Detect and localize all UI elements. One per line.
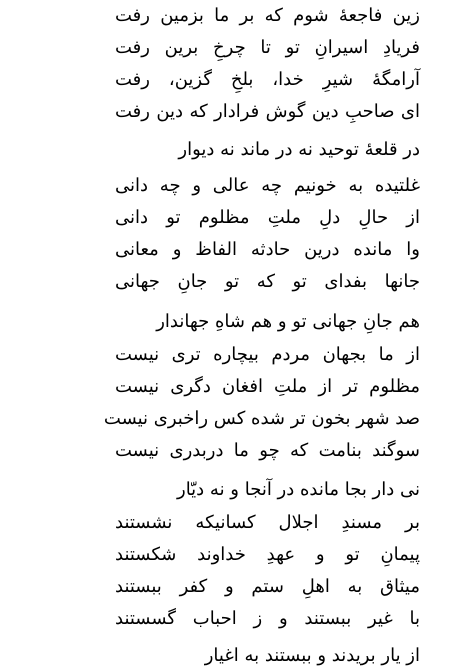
verse-line: زین فاجعهٔ شوم که بر ما بزمین رفت <box>115 5 420 26</box>
verse-line: مظلوم تر از ملتِ افغان دگری نیست <box>115 376 420 397</box>
verse-line: پیمانِ تو و عهدِ خداوند شکستند <box>115 544 420 565</box>
verse-line: فریادِ اسیرانِ تو تا چرخِ برین رفت <box>115 37 420 58</box>
verse-line: بر مسندِ اجلال کسانیکه نشستند <box>115 512 420 533</box>
refrain-line: هم جانِ جهانی تو و هم شاهِ جهاندار <box>156 311 420 332</box>
verse-line: آرامگهٔ شیرِ خدا، بلخِ گزین، رفت <box>115 69 420 90</box>
verse-line: با غیر ببستند و ز احباب گسستند <box>115 608 420 629</box>
verse-line: غلتیده به خونیم چه عالی و چه دانی <box>115 175 420 196</box>
verse-line: صد شهر بخون تر شده کس راخبری نیست <box>103 408 420 429</box>
verse-line: از حالِ دلِ ملتِ مظلوم تو دانی <box>115 207 420 228</box>
verse-line: از ما بجهان مردم بیچاره تری نیست <box>115 344 420 365</box>
refrain-line: در قلعهٔ توحید نه در ماند نه دیوار <box>178 139 420 160</box>
verse-line: وا مانده درین حادثه الفاظ و معانی <box>115 239 420 260</box>
refrain-line: نی دار بجا مانده در آنجا و نه دیّار <box>177 479 420 500</box>
verse-line: میثاق به اهلِ ستم و کفر ببستند <box>115 576 420 597</box>
verse-line: سوگند بنامت که چو ما دربدری نیست <box>115 440 420 461</box>
refrain-line: از یار بریدند و ببستند به اغیار <box>204 645 420 666</box>
verse-line: جانها بفدای تو که تو جانِ جهانی <box>115 271 420 292</box>
verse-line: ای صاحبِ دین گوش فرادار که دین رفت <box>115 101 420 122</box>
